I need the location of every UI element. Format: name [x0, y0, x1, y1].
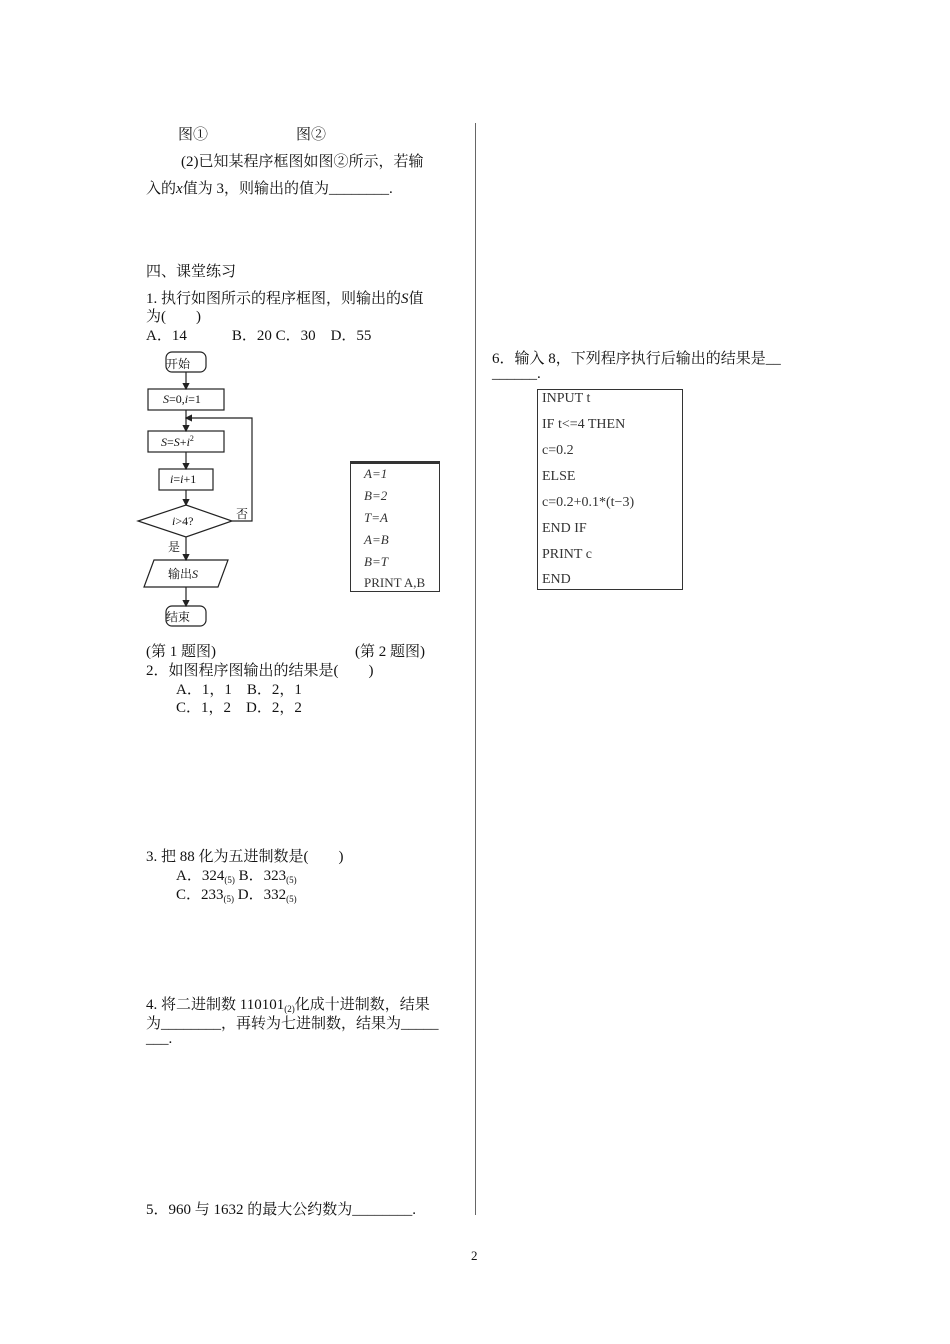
program6-line: INPUT t: [542, 391, 591, 406]
flow-start-label: 开始: [166, 357, 191, 371]
program6-line: ELSE: [542, 469, 576, 484]
problem6-line1: 6．输入 8，下列程序执行后输出的结果是__: [492, 351, 781, 367]
program6-line: END IF: [542, 521, 587, 536]
problem3-question: 3. 把 88 化为五进制数是( ): [146, 849, 344, 865]
program2-line: B=2: [364, 488, 388, 503]
fig2-label: 图②: [296, 127, 327, 143]
column-divider: [475, 123, 476, 1215]
program6-line: END: [542, 572, 571, 587]
program6-line: IF t<=4 THEN: [542, 417, 626, 432]
q2-text-line2: 入的x值为 3，则输出的值为________.: [146, 181, 393, 197]
flow-end-label: 结束: [166, 610, 191, 624]
problem4-line3: ___.: [146, 1031, 173, 1047]
program2-line: B=T: [364, 554, 388, 569]
caption-fig2: (第 2 题图): [355, 644, 425, 660]
flowchart: [130, 348, 270, 633]
flow-no-label: 否: [236, 507, 249, 521]
program6-box: [537, 389, 683, 590]
program2-line: T=A: [364, 510, 388, 525]
problem1-line2: 为( ): [146, 309, 201, 325]
problem2-options-1: A．1，1 B．2，1: [176, 682, 302, 698]
program6-line: c=0.2: [542, 443, 574, 458]
fig1-label: 图①: [178, 127, 209, 143]
flow-assign-label: $S=S+i^2$: [161, 434, 194, 449]
problem3-options-1: A．$324_{(5)}$ B．$323_{(5)}$: [176, 868, 297, 885]
problem4-line2: 为________，再转为七进制数，结果为_____: [146, 1016, 439, 1032]
problem3-options-2: C．$233_{(5)}$ D．$332_{(5)}$: [176, 887, 297, 904]
flow-init-label: S=0,i=1: [163, 392, 201, 406]
problem2-question: 2．如图程序图输出的结果是( ): [146, 663, 374, 679]
q2-text-line1: (2)已知某程序框图如图②所示，若输: [181, 154, 424, 170]
problem1-line1: 1. 执行如图所示的程序框图，则输出的S值: [146, 291, 424, 307]
program6-line: PRINT c: [542, 547, 592, 562]
flow-yes-label: 是: [168, 540, 181, 554]
problem6-line2: ______.: [492, 366, 541, 382]
program2-line: A=1: [364, 466, 388, 481]
problem2-options-2: C．1，2 D．2，2: [176, 700, 302, 716]
page-number: 2: [471, 1248, 478, 1263]
program2-line: PRINT A,B: [364, 575, 426, 590]
section-title: 四、课堂练习: [146, 264, 237, 280]
program2-box: [350, 461, 440, 592]
flow-increment-label: i=i+1: [170, 472, 197, 486]
caption-fig1: (第 1 题图): [146, 644, 216, 660]
program2-line: A=B: [364, 532, 389, 547]
problem4-line1: 4. 将二进制数 $110101_{(2)}$化成十进制数，结果: [146, 997, 430, 1014]
program6-line: c=0.2+0.1*(t−3): [542, 495, 635, 510]
problem1-options: A．14 B．20 C．30 D．55: [146, 328, 372, 344]
problem5: 5．960 与 1632 的最大公约数为________.: [146, 1202, 417, 1218]
flow-condition-label: i>4?: [172, 514, 194, 528]
flow-output-label: 输出S: [168, 567, 199, 581]
